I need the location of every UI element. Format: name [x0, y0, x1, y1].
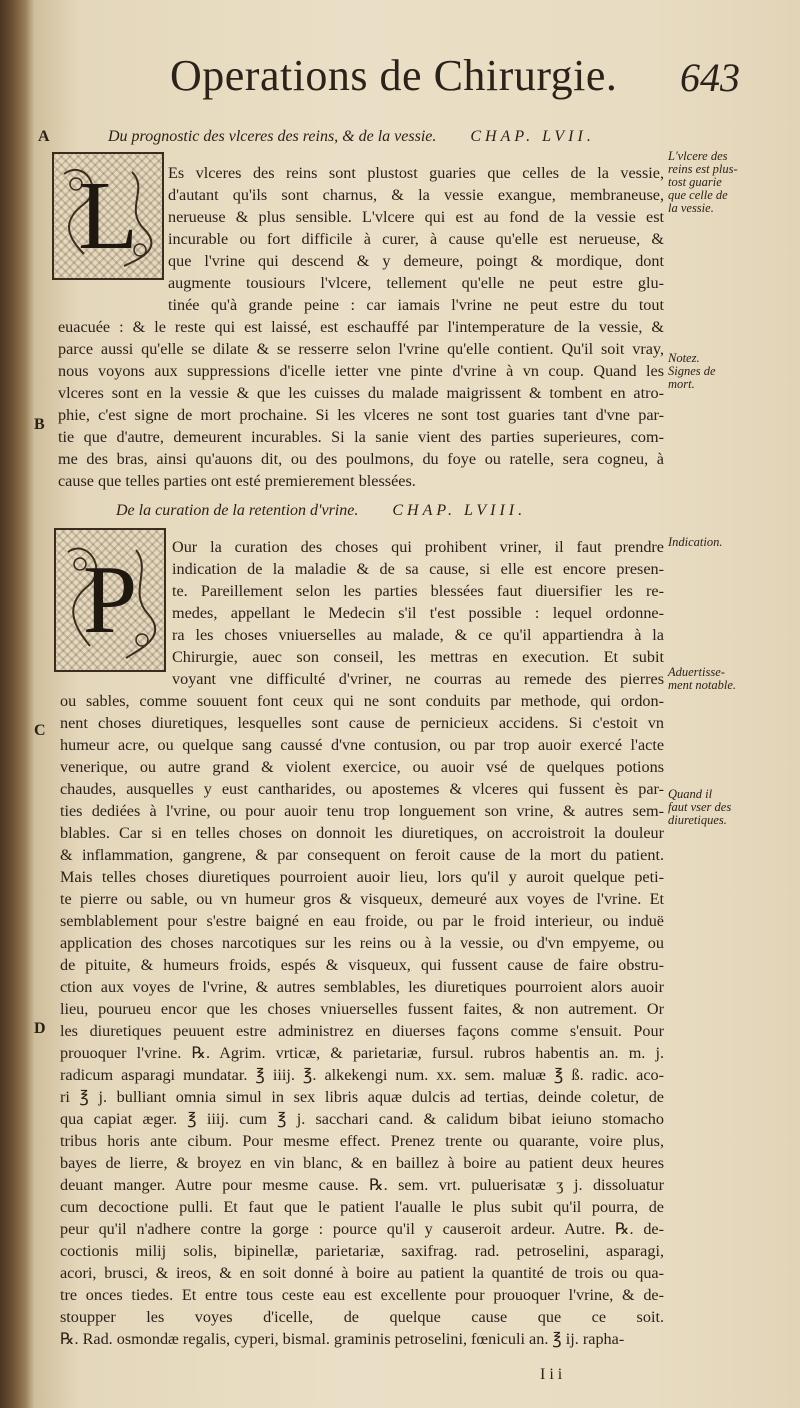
initial-letter: L [78, 162, 138, 270]
text-line: Mais telles choses diuretiques pourroient auoir lieu, lors qu'il y auroit quelque peti- [60, 868, 664, 886]
chapter-58-number: CHAP. LVIII. [392, 502, 527, 519]
margin-note-line: faut vser des [668, 800, 732, 814]
margin-marker-b: B [34, 416, 45, 433]
chapter-57-number: CHAP. LVII. [470, 128, 595, 145]
text-line: les diuretiques peuuent estre administrez en diuerses façons comme s'ensuit. Pour [60, 1022, 664, 1040]
text-line: que l'vrine qui descend & y demeure, poingt & mordique, dont [168, 252, 664, 270]
text-line: de pituite, & humeurs froids, espés & visqueux, qui fussent cause de faire obstru- [60, 956, 664, 974]
margin-note [668, 788, 764, 827]
text-line: ties dediées à l'vrine, ou pour auoir tenu trop longuement son vrine, & autres sem- [60, 802, 664, 820]
text-line: medes, appellant le Medecin s'il t'est possible : lequel ordonne- [172, 604, 664, 622]
text-line: tre onces tiedes. Et entre tous ceste eau est excellente pour prouoquer l'vrine, & de- [60, 1286, 664, 1304]
text-line: ou sables, comme souuent font ceux qui ne sont conduits par methode, qui ordon- [60, 692, 664, 710]
text-line: tribus horis ante cibum. Pour mesme effect. Prenez trente ou quarante, voire plus, [60, 1132, 664, 1150]
margin-note-line: Notez. [668, 351, 700, 365]
margin-marker-c: C [34, 722, 46, 739]
margin-note-line: Quand il [668, 787, 713, 801]
text-line: nent choses diuretiques, lesquelles sont cause de pernicieux accidens. Si c'estoit vn [60, 714, 664, 732]
margin-note-line: ment notable. [668, 678, 737, 692]
ornamental-initial-p [54, 528, 166, 672]
text-line: augmente tousiours l'vlcere, tellement qu'elle ne peut estre glu- [168, 274, 664, 292]
text-line: peur qu'il n'adhere contre la gorge : pource qu'il y causeroit ardeur. Autre. ℞. de- [60, 1220, 664, 1238]
margin-note-line: Aduertisse- [668, 665, 725, 679]
margin-note-line: que celle de [668, 188, 728, 202]
margin-note-line: reins est plus- [668, 162, 738, 176]
text-line: indication de la maladie & de sa cause, si elle est encore presen- [172, 560, 664, 578]
text-line: tie que d'autre, demeurent incurables. Si la sanie vient des parties superieures, com- [58, 428, 664, 446]
text-line: blables. Car si en telles choses on donnoit les diuretiques, on accroistroit la douleur [60, 824, 664, 842]
margin-note-line: Indication. [668, 535, 723, 549]
text-line: ction aux voyes de l'vrine, & autres semblables, les diuretiques pourroient alors auoir [60, 978, 664, 996]
margin-note-line: tost guarie [668, 175, 722, 189]
text-line: chaudes, ausquelles y eust cantharides, ou apostemes & vlceres qui fussent ès par- [60, 780, 664, 798]
text-line: deuant manger. Autre pour mesme cause. ℞. sem. vrt. puluerisatæ ʒ j. dissoluatur [60, 1176, 664, 1194]
chapter-57-title: Du prognostic des vlceres des reins, & de la vessie. [108, 128, 437, 145]
text-line: stoupper les voyes d'icelle, de quelque cause que ce soit. [60, 1308, 664, 1326]
text-line: cause que telles parties ont esté premierement blessées. [58, 472, 416, 490]
text-line: phie, c'est signe de mort prochaine. Si les vlceres ne sont tost guaries tant d'vne par- [58, 406, 664, 424]
text-line: incurable ou fort difficile à curer, à cause qu'elle est nerueuse, & [168, 230, 664, 248]
text-line: qua capiat æger. ℥ iiij. cum ℥ j. sacchari cand. & calidum bibat ieiuno stomacho [60, 1110, 664, 1128]
text-line: ra les choses vniuerselles au malade, & ce qu'il appartiendra à la [172, 626, 664, 644]
text-line: ℞. Rad. osmondæ regalis, cyperi, bismal. graminis petroselini, fœniculi an. ℥ ij. rapha- [60, 1330, 625, 1348]
text-line: radicum asparagi mundatar. ℥ iiij. ℥. alkekengi num. xx. sem. maluæ ℥ ß. radic. aco- [60, 1066, 664, 1084]
text-line: prouoquer l'vrine. ℞. Agrim. vrticæ, & parietariæ, fursul. rubros habentis an. m. j. [60, 1044, 664, 1062]
text-line: parce aussi qu'elle se dilate & se resserre selon l'vrine qu'elle contient. Qu'il soit vray, [58, 340, 664, 358]
text-line: acori, brusci, & ireos, & en soit donné à boire au patient la quantité de trois ou qua- [60, 1264, 664, 1282]
catchword: I i i [540, 1366, 563, 1383]
text-line: te. Pareillement selon les parties blessées faut diuersifier les re- [172, 582, 664, 600]
margin-note-line: L'vlcere des [668, 149, 728, 163]
initial-letter: P [82, 546, 138, 654]
margin-note-line: la vessie. [668, 201, 714, 215]
chapter-58-heading [116, 502, 526, 520]
margin-marker-a: A [38, 128, 50, 145]
chapter-57-heading [108, 128, 595, 146]
text-line: euacuée : & le reste qui est laissé, est eschauffé par l'intemperature de la vessie, & [58, 318, 664, 336]
text-line: te pierre ou sable, ou vn humeur gros & visqueux, demeuré aux voyes de l'vrine. Et [60, 890, 664, 908]
margin-note [668, 150, 764, 215]
text-line: humeur acre, ou quelque sang caussé d'vne contusion, ou par trop auoir exercé l'acte [60, 736, 664, 754]
margin-note-line: Signes de [668, 364, 716, 378]
text-line: semblablement pour s'estre baigné en eau froide, ou par le froid interieur, ou induë [60, 912, 664, 930]
text-line: coctionis milij solis, bipinellæ, parietariæ, saxifrag. rad. petroselini, asparagi, [60, 1242, 664, 1260]
margin-note-line: diuretiques. [668, 813, 727, 827]
text-line: tinée qu'à grande peine : car iamais l'vrine ne peut estre du tout [168, 296, 664, 314]
margin-note [668, 352, 764, 391]
text-line: Es vlceres des reins sont plustost guaries que celles de la vessie, [168, 164, 664, 182]
text-line: vlceres sont en la vessie & que les cuisses du malade maigrissent & tombent en atro- [58, 384, 664, 402]
text-line: Chirurgie, auec son conseil, les mettras en execution. Et subit [172, 648, 664, 666]
margin-note-line: mort. [668, 377, 695, 391]
running-head [100, 50, 740, 110]
margin-note [668, 666, 764, 692]
text-line: d'autant qu'ils sont charnus, & la vessie exangue, membraneuse, [168, 186, 664, 204]
text-line: venerique, ou autre grand & violent exercice, ou auoir vsé de quelques potions [60, 758, 664, 776]
book-binding-shadow [0, 0, 34, 1408]
page-number: 643 [680, 55, 740, 100]
running-head-title: Operations de Chirurgie. [170, 51, 618, 100]
chapter-58-title: De la curation de la retention d'vrine. [116, 502, 359, 519]
ornamental-initial-l [52, 152, 164, 280]
margin-note [668, 536, 764, 549]
text-line: ri ℥ j. bulliant omnia simul in sex libris aquæ dulcis ad tertias, deinde coletur, de [60, 1088, 664, 1106]
text-line: nous voyons aux suppressions d'icelle ietter vne pinte d'vrine à vn coup. Quand les [58, 362, 664, 380]
text-line: voyant vne difficulté d'vriner, ne courras au remede des pierres [172, 670, 664, 688]
text-line: lieu, pourueu encor que les choses vniuerselles fussent faites, & non autrement. Or [60, 1000, 664, 1018]
margin-marker-d: D [34, 1020, 46, 1037]
text-line: Our la curation des choses qui prohibent vriner, il faut prendre [172, 538, 664, 556]
text-line: & inflammation, gangrene, & par consequent on feroit cause de la mort du patient. [60, 846, 664, 864]
text-line: me des bras, ainsi qu'auons dit, ou des poulmons, du foye ou ratelle, sera cogneu, à [58, 450, 664, 468]
text-line: cum decoctione pulli. Et faut que le patient l'aualle le plus subit qu'il pourra, de [60, 1198, 664, 1216]
text-line: nerueuse & plus sensible. L'vlcere qui est au fond de la vessie est [168, 208, 664, 226]
text-line: application des choses narcotiques sur les reins ou à la vessie, ou d'vn empyeme, ou [60, 934, 664, 952]
text-line: bayes de lierre, & broyez en vin blanc, & en baillez à boire au patient deux heures [60, 1154, 664, 1172]
